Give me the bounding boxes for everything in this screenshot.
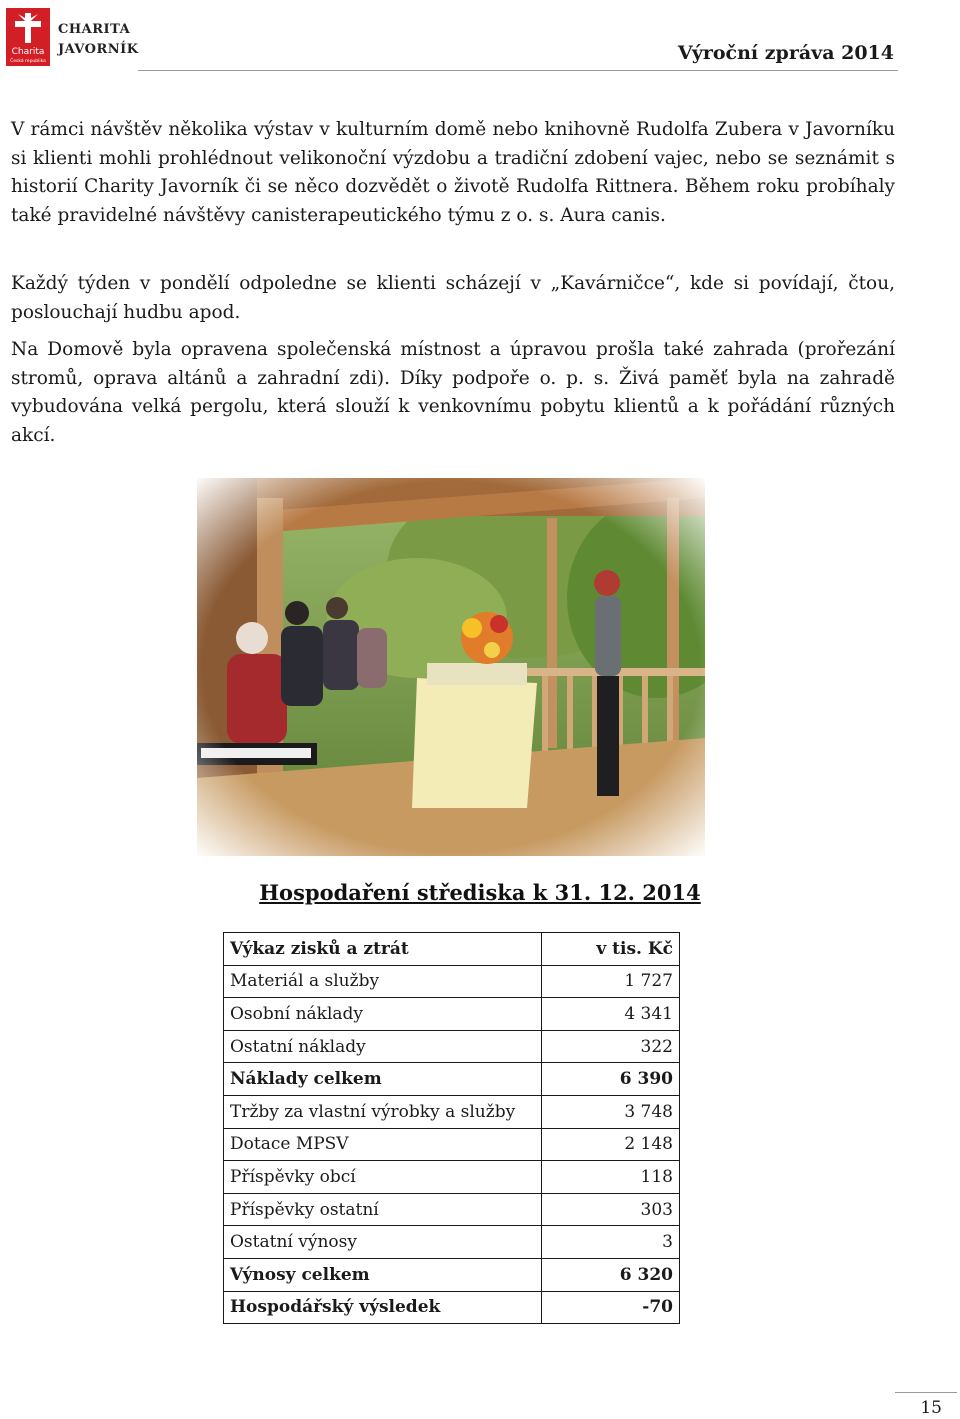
table-row-value: -70 — [542, 1291, 680, 1324]
table-row — [224, 1291, 680, 1324]
paragraph-1: V rámci návštěv několika výstav v kulturním domě nebo knihovně Rudolfa Zubera v Javorníku si klienti mohli prohlédnout velikonoční výzdobu a tradiční zdobení vajec, nebo se seznámit s historií Charity Javorník či se něco dozvědět o životě Rudolfa Rittnera. Během roku probíhaly také pravidelné návštěvy canisterapeutického týmu z o. s. Aura canis. — [11, 119, 895, 226]
table-header-unit: v tis. Kč — [542, 933, 680, 966]
table-row-value: 303 — [542, 1193, 680, 1226]
table-row — [224, 1128, 680, 1161]
table-row — [224, 1095, 680, 1128]
org-line-2: JAVORNÍK — [58, 42, 139, 57]
table-row-label: Výnosy celkem — [224, 1258, 542, 1291]
org-name — [58, 20, 139, 60]
table-row-value: 3 748 — [542, 1095, 680, 1128]
paragraph-1-block — [11, 116, 895, 230]
page-number: 15 — [920, 1398, 942, 1418]
table-row-label: Příspěvky obcí — [224, 1161, 542, 1194]
paragraph-2-block — [11, 270, 895, 327]
table-row-value: 6 320 — [542, 1258, 680, 1291]
table-row-label: Materiál a služby — [224, 965, 542, 998]
table-row — [224, 1226, 680, 1259]
table-row — [224, 998, 680, 1031]
table-row — [224, 1161, 680, 1194]
table-row-value: 2 148 — [542, 1128, 680, 1161]
org-line-1: CHARITA — [58, 22, 131, 37]
table-row-label: Ostatní výnosy — [224, 1226, 542, 1259]
table-row-value: 3 — [542, 1226, 680, 1259]
report-title: Výroční zpráva 2014 — [677, 42, 894, 64]
charita-cross-logo — [6, 8, 50, 66]
table-row — [224, 1193, 680, 1226]
header-divider — [138, 70, 898, 71]
pergola-photo — [197, 478, 705, 856]
table-row-label: Osobní náklady — [224, 998, 542, 1031]
charita-logo — [6, 8, 139, 66]
paragraph-3: Na Domově byla opravena společenská místnost a úpravou prošla také zahrada (prořezání stromů, oprava altánů a zahradní zdi). Díky podpoře o. p. s. Živá paměť byla na zahradě vybudována velká pergolu, která slouží k venkovnímu pobytu klientů a k pořádání různých akcí. — [11, 339, 895, 446]
table-row-label: Dotace MPSV — [224, 1128, 542, 1161]
table-row — [224, 1258, 680, 1291]
table-row — [224, 965, 680, 998]
footer-divider — [895, 1392, 957, 1393]
profit-loss-table — [223, 932, 680, 1324]
table-row — [224, 1030, 680, 1063]
table-row-label: Příspěvky ostatní — [224, 1193, 542, 1226]
table-header-row — [224, 933, 680, 966]
table-row-label: Hospodářský výsledek — [224, 1291, 542, 1324]
table-row-value: 322 — [542, 1030, 680, 1063]
table-row — [224, 1063, 680, 1096]
table-row-label: Náklady celkem — [224, 1063, 542, 1096]
table-row-label: Ostatní náklady — [224, 1030, 542, 1063]
paragraph-3-block — [11, 336, 895, 450]
table-header-label: Výkaz zisků a ztrát — [224, 933, 542, 966]
table-row-value: 118 — [542, 1161, 680, 1194]
section-heading: Hospodaření střediska k 31. 12. 2014 — [259, 880, 701, 905]
logo-word: Charita — [11, 47, 45, 57]
table-row-value: 6 390 — [542, 1063, 680, 1096]
table-row-value: 1 727 — [542, 965, 680, 998]
paragraph-2: Každý týden v pondělí odpoledne se klienti scházejí v „Kavárničce“, kde si povídají, čtou, poslouchají hudbu apod. — [11, 273, 895, 323]
table-row-value: 4 341 — [542, 998, 680, 1031]
table-row-label: Tržby za vlastní výrobky a služby — [224, 1095, 542, 1128]
logo-subtitle: Česká republika — [10, 59, 46, 64]
